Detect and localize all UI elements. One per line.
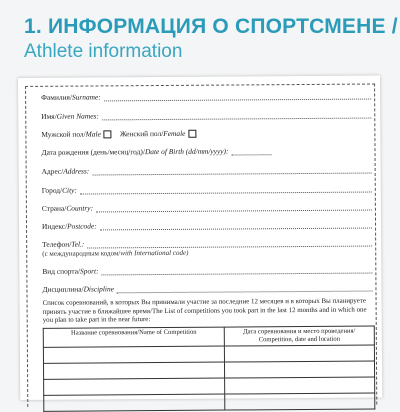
column-header-date-location: Дата соревнования и место проведения/ Competition, date and location <box>224 326 374 346</box>
table-row <box>44 393 375 411</box>
slide-title <box>24 14 398 64</box>
title-english: Athlete information <box>24 41 183 62</box>
country-line[interactable] <box>96 202 372 213</box>
column-header-name: Название соревнования/Name of Competition <box>43 327 224 347</box>
competitions-table-body <box>43 345 374 411</box>
sport-field[interactable]: Вид спорта/Sport: <box>42 262 372 276</box>
postcode-line[interactable] <box>100 220 372 231</box>
address-field[interactable]: Адрес/Address: <box>42 162 372 176</box>
athlete-form <box>18 75 382 400</box>
phone-field[interactable]: Телефон/Tel.: <box>42 235 372 249</box>
competition-date-location-cell[interactable] <box>224 361 374 378</box>
gender-field <box>41 126 204 139</box>
country-field[interactable]: Страна/Country: <box>42 199 372 213</box>
male-label: Мужской пол/Male <box>41 129 101 139</box>
competition-name-cell[interactable] <box>43 362 224 379</box>
surname-line[interactable] <box>104 91 371 102</box>
title-russian: 1. ИНФОРМАЦИЯ О СПОРТСМЕНЕ / <box>24 15 398 38</box>
dob-line[interactable] <box>231 146 271 155</box>
male-checkbox[interactable] <box>104 130 112 138</box>
sport-line[interactable] <box>101 265 372 276</box>
city-field[interactable]: Город/City: <box>42 181 372 195</box>
competition-name-cell[interactable] <box>44 394 225 411</box>
postcode-field[interactable]: Индекс/Postcode: <box>42 217 372 231</box>
competition-date-location-cell[interactable] <box>224 345 374 362</box>
competition-date-location-cell[interactable] <box>225 393 375 410</box>
competitions-table <box>43 326 376 412</box>
competition-date-location-cell[interactable] <box>225 377 375 394</box>
discipline-line[interactable] <box>117 283 373 294</box>
competition-name-cell[interactable] <box>43 346 224 363</box>
surname-field[interactable]: Фамилия/Surname: <box>41 88 371 102</box>
competitions-instructions: Список соревнований, в которых Вы принимали участие за последние 12 месяцев и в которых Вы планируете принять участие в ближайшее время/The List of competitions you took part in the last 12 months and in which one you plan to take part in the near future: <box>42 297 367 325</box>
female-label: Женский пол/Female <box>119 128 186 139</box>
discipline-field[interactable]: Дисциплина/Discipline <box>42 280 372 294</box>
competition-name-cell[interactable] <box>44 378 225 395</box>
phone-note: (с международным кодом/ with International code) <box>42 248 189 258</box>
given-names-line[interactable] <box>102 110 372 121</box>
given-names-field[interactable]: Имя/Given Names: <box>41 107 371 121</box>
dob-field[interactable]: Дата рождения (день/месяц/год)/Date of Birth (dd/mm/yyyy): <box>41 143 271 157</box>
female-checkbox[interactable] <box>188 130 196 138</box>
